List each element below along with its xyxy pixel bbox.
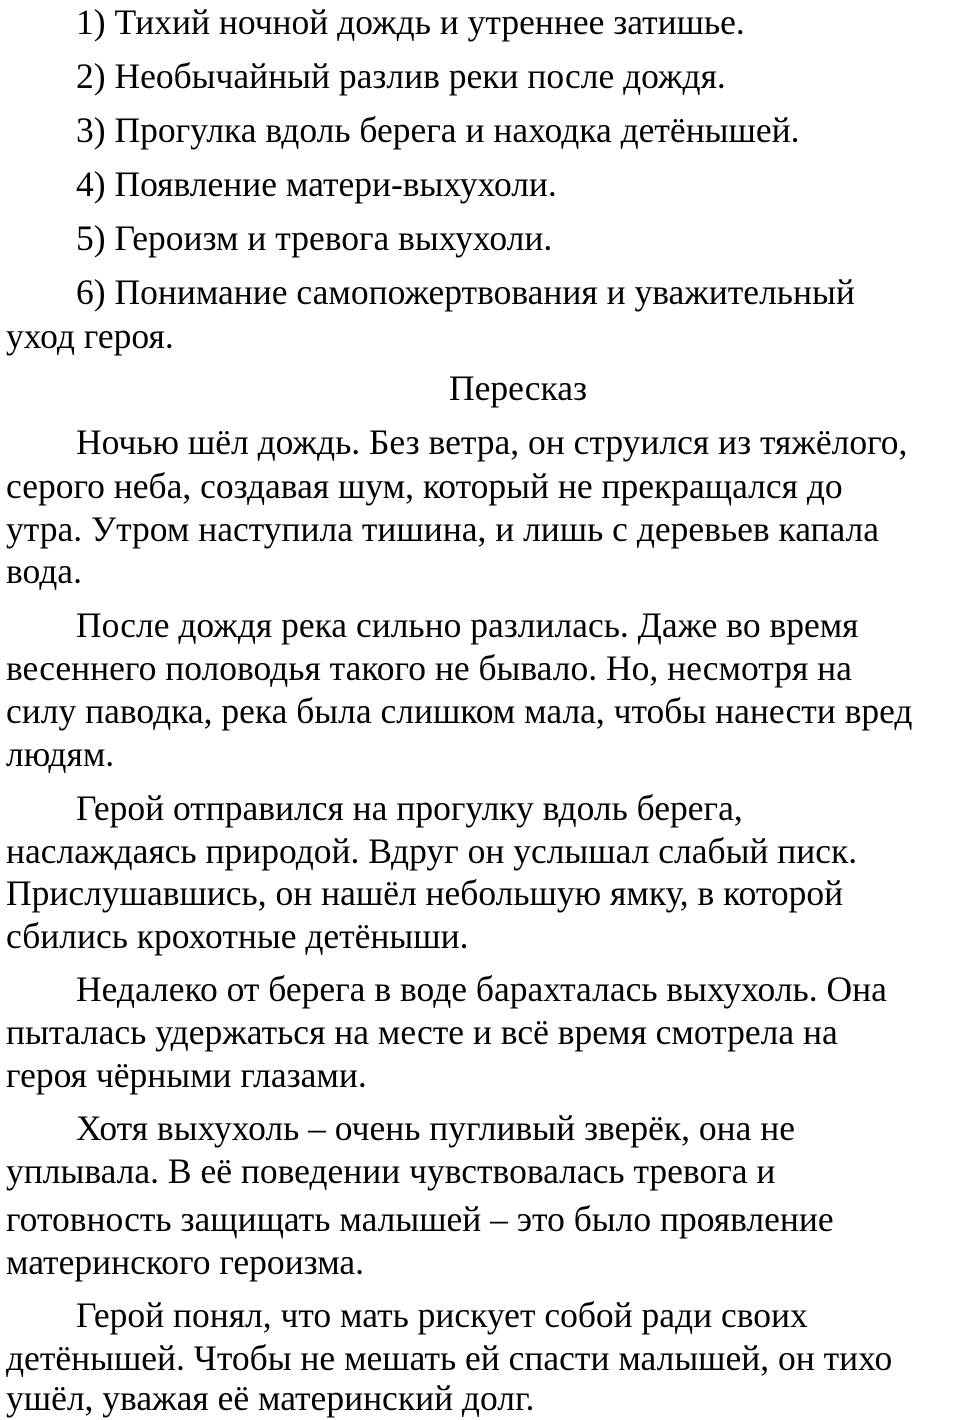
paragraph-6-line-1: Герой понял, что мать рискует собой ради своих <box>76 1295 808 1335</box>
paragraph-5-line-3: готовность защищать малышей – это было проявление <box>6 1199 834 1239</box>
plan-item-1: 1) Тихий ночной дождь и утреннее затишье. <box>76 2 745 42</box>
paragraph-6-line-3: ушёл, уважая её материнский долг. <box>6 1378 535 1418</box>
paragraph-4-line-2: пыталась удержаться на месте и всё время смотрела на <box>6 1012 838 1052</box>
paragraph-5-line-1: Хотя выхухоль – очень пугливый зверёк, она не <box>76 1108 795 1148</box>
plan-item-6-line-2: уход героя. <box>6 316 174 356</box>
paragraph-5-line-2: уплывала. В её поведении чувствовалась тревога и <box>6 1151 776 1191</box>
paragraph-1-line-1: Ночью шёл дождь. Без ветра, он струился из тяжёлого, <box>76 422 908 462</box>
plan-item-5: 5) Героизм и тревога выхухоли. <box>76 218 553 258</box>
paragraph-5-line-4: материнского героизма. <box>6 1242 365 1282</box>
paragraph-6-line-2: детёнышей. Чтобы не мешать ей спасти малышей, он тихо <box>6 1338 893 1378</box>
plan-item-2: 2) Необычайный разлив реки после дождя. <box>76 56 726 96</box>
paragraph-1-line-2: серого неба, создавая шум, который не прекращался до <box>6 466 843 506</box>
paragraph-2-line-4: людям. <box>6 734 115 774</box>
paragraph-2-line-3: силу паводка, река была слишком мала, чтобы нанести вред <box>6 691 913 731</box>
paragraph-1-line-3: утра. Утром наступила тишина, и лишь с деревьев капала <box>6 509 880 549</box>
paragraph-3-line-2: наслаждаясь природой. Вдруг он услышал слабый писк. <box>6 831 858 871</box>
paragraph-4-line-3: героя чёрными глазами. <box>6 1055 367 1095</box>
plan-item-3: 3) Прогулка вдоль берега и находка детёнышей. <box>76 110 800 150</box>
retelling-heading: Пересказ <box>448 368 588 408</box>
plan-item-4: 4) Появление матери-выхухоли. <box>76 164 557 204</box>
paragraph-4-line-1: Недалеко от берега в воде барахталась выхухоль. Она <box>76 969 887 1009</box>
plan-item-6-line-1: 6) Понимание самопожертвования и уважительный <box>76 272 855 312</box>
paragraph-2-line-1: После дождя река сильно разлилась. Даже во время <box>76 605 859 645</box>
paragraph-1-line-4: вода. <box>6 551 82 591</box>
paragraph-3-line-3: Прислушавшись, он нашёл небольшую ямку, в которой <box>6 873 844 913</box>
paragraph-3-line-4: сбились крохотные детёныши. <box>6 916 469 956</box>
paragraph-2-line-2: весеннего половодья такого не бывало. Но, несмотря на <box>6 648 852 688</box>
paragraph-3-line-1: Герой отправился на прогулку вдоль берега, <box>76 788 743 828</box>
